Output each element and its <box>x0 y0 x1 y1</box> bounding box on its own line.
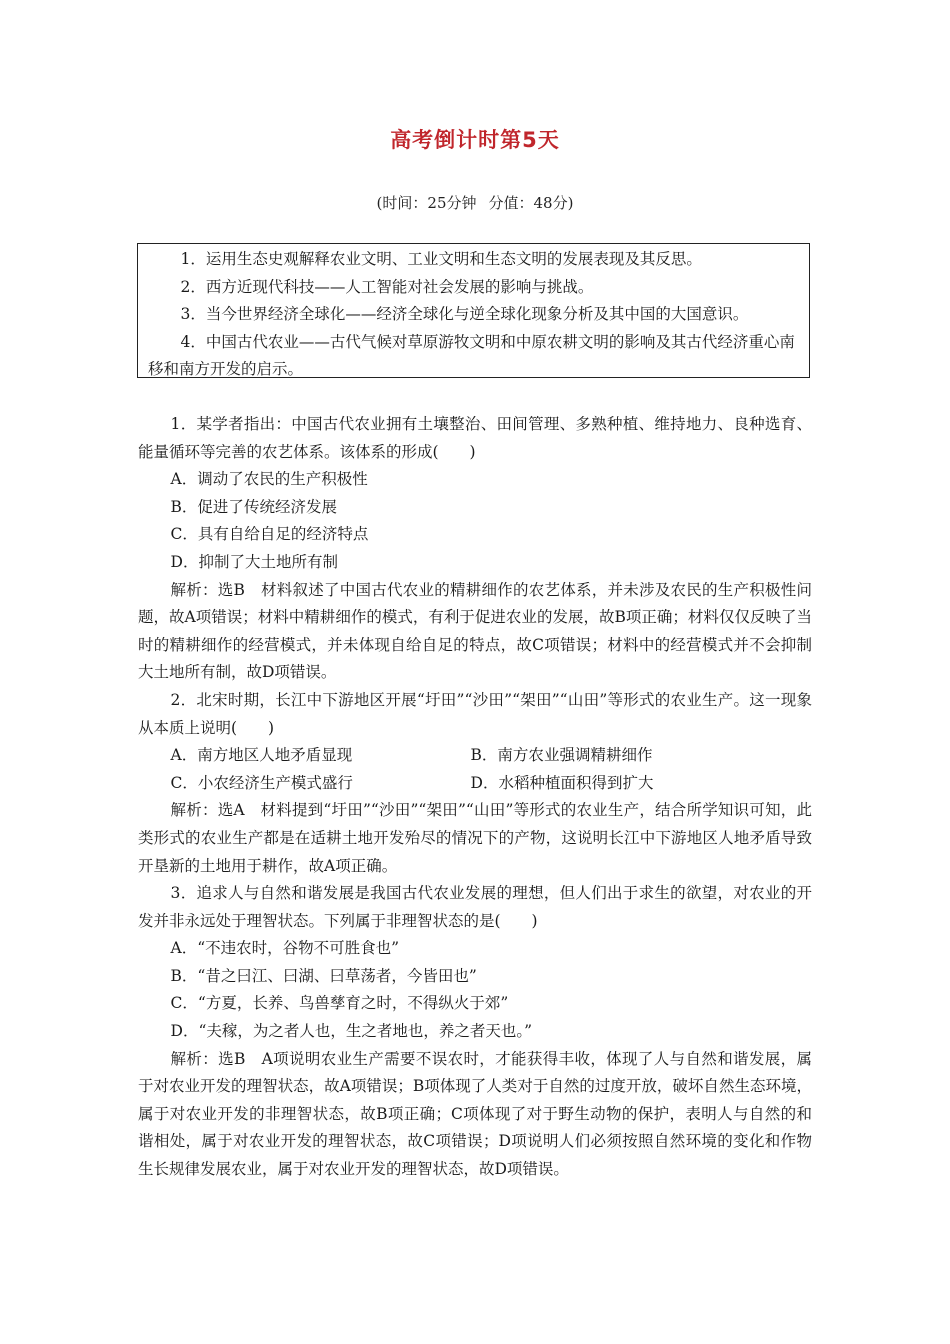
analysis: 解析：选A 材料提到“圩田”“沙田”“架田”“山田”等形式的农业生产，结合所学知识可知，此类形式的农业生产都是在适耕土地开发殆尽的情况下的产物，这说明长江中下游地区人地矛盾导致开垦新的土地用于耕作，故A项正确。 <box>138 801 812 875</box>
option-d: D．“夫稼，为之者人也，生之者地也，养之者天也。” <box>170 1022 533 1041</box>
topic-item: 2．西方近现代科技——人工智能对社会发展的影响与挑战。 <box>180 277 594 296</box>
analysis: 解析：选B 材料叙述了中国古代农业的精耕细作的农艺体系，并未涉及农民的生产积极性问题，故A项错误；材料中精耕细作的模式，有利于促进农业的发展，故B项正确；材料仅仅反映了当时的精耕细作的经营模式，并未体现自给自足的特点，故C项错误；材料中的经营模式并不会抑制大土地所有制，故D项错误。 <box>138 580 812 682</box>
analysis: 解析：选B A项说明农业生产需要不误农时，才能获得丰收，体现了人与自然和谐发展，属于对农业开发的理智状态，故A项错误；B项体现了人类对于自然的过度开放，破坏自然生态环境，属于对农业开发的非理智状态，故B项正确；C项体现了对于野生动物的保护，表明人与自然的和谐相处，属于对农业开发的理智状态，故C项错误；D项说明人们必须按照自然环境的变化和作物生长规律发展农业，属于对农业开发的理智状态，故D项错误。 <box>138 1049 812 1179</box>
question-stem: 1．某学者指出：中国古代农业拥有土壤整治、田间管理、多熟种植、维持地力、良种选育、能量循环等完善的农艺体系。该体系的形成( ) <box>138 415 812 461</box>
questions <box>138 411 812 1184</box>
score-value: 分值：48分) <box>488 194 574 212</box>
option-b: B．南方农业强调精耕细作 <box>470 746 653 765</box>
question-stem: 3．追求人与自然和谐发展是我国古代农业发展的理想，但人们出于求生的欲望，对农业的开发并非永远处于理智状态。下列属于非理智状态的是( ) <box>138 884 812 930</box>
option-row <box>138 742 812 770</box>
option-d: D．抑制了大土地所有制 <box>170 552 338 571</box>
question-3 <box>138 880 812 1184</box>
option-b: B．促进了传统经济发展 <box>170 497 337 516</box>
question-stem: 2．北宋时期，长江中下游地区开展“圩田”“沙田”“架田”“山田”等形式的农业生产。这一现象从本质上说明( ) <box>138 690 812 737</box>
page-title: 高考倒计时第5天 <box>390 128 560 152</box>
option-c: C．“方夏，长养、鸟兽孳育之时，不得纵火于郊” <box>170 994 509 1013</box>
option-a: A．“不违农时，谷物不可胜食也” <box>170 939 400 958</box>
option-c: C．小农经济生产模式盛行 <box>170 773 353 792</box>
question-1 <box>138 411 812 687</box>
option-a: A．调动了农民的生产积极性 <box>170 470 368 489</box>
question-2 <box>138 687 812 880</box>
option-row <box>138 770 812 798</box>
topic-item: 3．当今世界经济全球化——经济全球化与逆全球化现象分析及其中国的大国意识。 <box>180 305 749 323</box>
option-b: B．“昔之曰江、曰湖、曰草荡者，今皆田也” <box>170 966 477 985</box>
option-a: A．南方地区人地矛盾显现 <box>170 746 353 765</box>
time-limit: (时间：25分钟 <box>376 194 477 212</box>
option-c: C．具有自给自足的经济特点 <box>170 525 369 544</box>
topic-box <box>137 243 810 378</box>
topic-item: 1．运用生态史观解释农业文明、工业文明和生态文明的发展表现及其反思。 <box>180 250 702 268</box>
time-score-info <box>0 192 950 213</box>
topic-item: 4．中国古代农业——古代气候对草原游牧文明和中原农耕文明的影响及其古代经济重心南移和南方开发的启示。 <box>148 332 795 378</box>
option-d: D．水稻种植面积得到扩大 <box>470 773 654 792</box>
